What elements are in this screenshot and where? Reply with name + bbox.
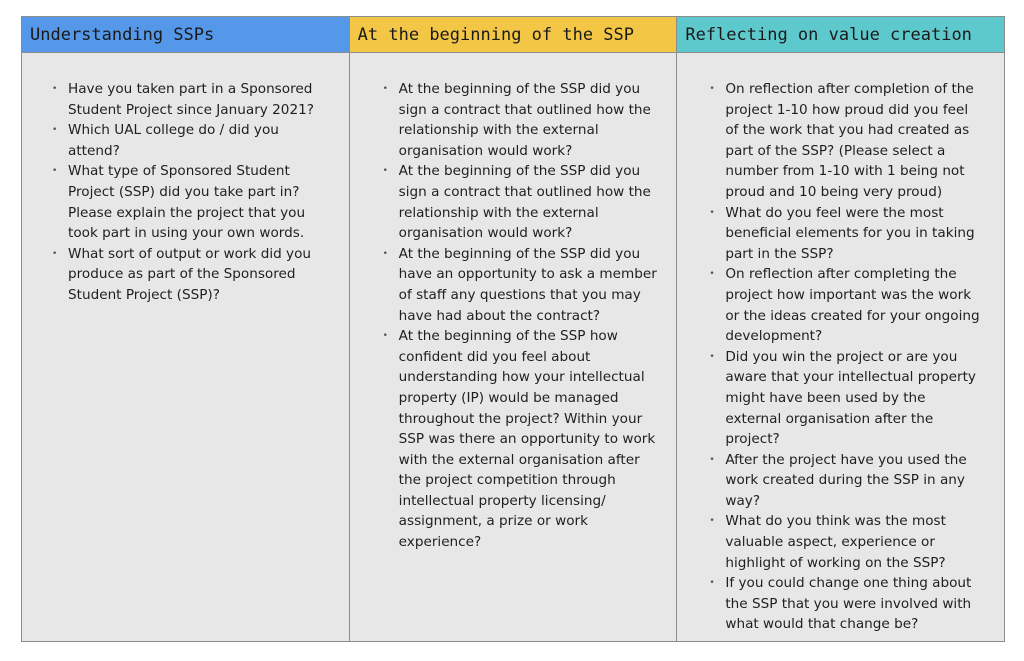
- question-list: [709, 79, 984, 635]
- column-header: At the beginning of the SSP: [350, 17, 677, 53]
- question-item: • What sort of output or work did you produce as part of the Sponsored Student Project (SSP)?: [52, 244, 335, 306]
- question-item: • What type of Sponsored Student Project (SSP) did you take part in? Please explain the project that you took part in using your own words.: [52, 161, 335, 243]
- column-body: [677, 53, 1004, 641]
- column-understanding-ssps: [22, 17, 349, 641]
- question-item: • At the beginning of the SSP did you have an opportunity to ask a member of staff any questions that you may have had about the contract?: [383, 244, 663, 326]
- question-item: • Which UAL college do / did you attend?: [52, 120, 335, 161]
- question-list: [383, 79, 663, 553]
- question-item: • Did you win the project or are you aware that your intellectual property might have been used by the external organisation after the project?: [709, 347, 984, 450]
- question-item: • On reflection after completing the project how important was the work or the ideas created for your ongoing development?: [709, 264, 984, 346]
- question-item: • At the beginning of the SSP did you sign a contract that outlined how the relationship with the external organisation would work?: [383, 161, 663, 243]
- column-body: [350, 53, 677, 641]
- question-list: [52, 79, 335, 306]
- column-header: Understanding SSPs: [22, 17, 349, 53]
- question-item: • If you could change one thing about the SSP that you were involved with what would that change be?: [709, 573, 984, 635]
- column-beginning-of-ssp: [349, 17, 677, 641]
- question-item: • After the project have you used the work created during the SSP in any way?: [709, 450, 984, 512]
- question-item: • On reflection after completion of the project 1-10 how proud did you feel of the work that you had created as part of the SSP? (Please select a number from 1-10 with 1 being not proud and 10 being very proud): [709, 79, 984, 203]
- question-item: • Have you taken part in a Sponsored Student Project since January 2021?: [52, 79, 335, 120]
- question-item: • At the beginning of the SSP how confident did you feel about understanding how your intellectual property (IP) would be managed throughout the project? Within your SSP was there an opportunity to work with the external organisation after the project competition through intellectual property licensing/ assignment, a prize or work experience?: [383, 326, 663, 553]
- column-header: Reflecting on value creation: [677, 17, 1004, 53]
- question-board: [21, 16, 1005, 642]
- question-item: • What do you think was the most valuable aspect, experience or highlight of working on the SSP?: [709, 511, 984, 573]
- column-reflecting-on-value: [676, 17, 1004, 641]
- column-body: [22, 53, 349, 641]
- question-item: • What do you feel were the most beneficial elements for you in taking part in the SSP?: [709, 203, 984, 265]
- question-item: • At the beginning of the SSP did you sign a contract that outlined how the relationship with the external organisation would work?: [383, 79, 663, 161]
